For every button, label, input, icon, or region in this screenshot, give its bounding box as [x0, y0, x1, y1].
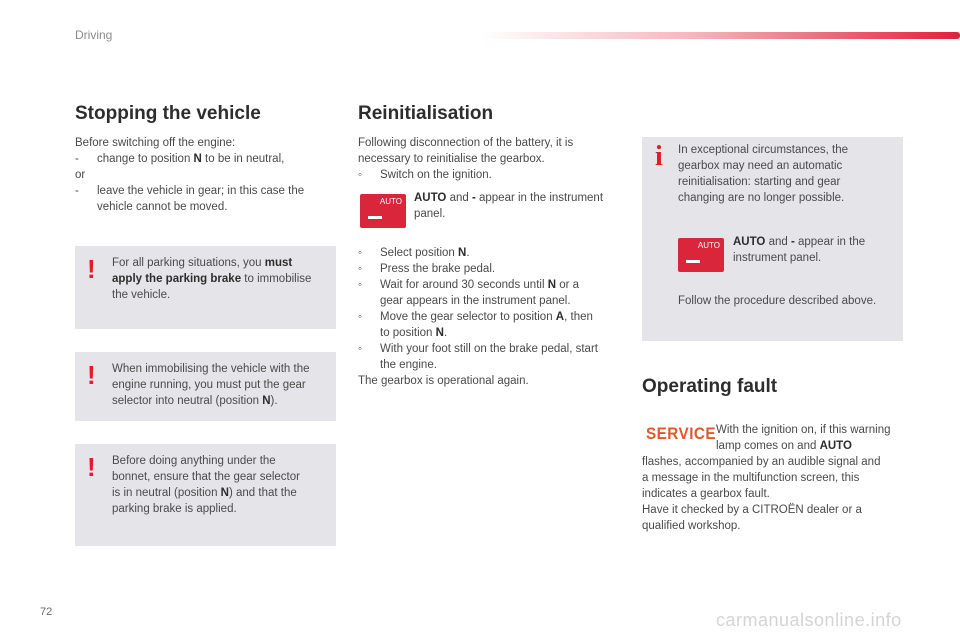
- dash-marker: -: [75, 153, 79, 165]
- stopping-item-1: - change to position N to be in neutral,: [75, 153, 285, 165]
- service-warning-lamp-icon: SERVICE: [646, 424, 717, 443]
- reinit-closing: The gearbox is operational again.: [358, 375, 529, 387]
- stopping-title: Stopping the vehicle: [75, 103, 261, 124]
- reinit-steps: ◦ Select position N. ◦ Press the brake pedal. ◦ Wait for around 30 seconds until N or a gear appears in the instrument panel. ◦ Move the gear selector to position A, then to position N. ◦ With your foot still on the brake pedal, start the engine. The gearbox is operational again.: [358, 245, 623, 389]
- info-icon: i: [655, 141, 663, 172]
- warning-icon: !: [87, 254, 96, 284]
- warning-icon: !: [87, 452, 96, 482]
- stopping-text: [75, 135, 340, 215]
- info-follow-text: Follow the procedure described above.: [678, 295, 877, 307]
- dash-marker: -: [75, 185, 79, 197]
- header-accent-bar: [480, 32, 960, 39]
- warning-box-immobilising: ! When immobilising the vehicle with the engine running, you must put the gear selector into neutral (position N).: [75, 352, 336, 421]
- section-label: Driving: [75, 28, 113, 42]
- watermark: carmanualsonline.info: [716, 610, 902, 630]
- fault-text-right: With the ignition on, if this warning lamp comes on and AUTO: [716, 424, 891, 452]
- arrow-bullet-icon: ◦: [358, 279, 363, 291]
- fault-title: Operating fault: [642, 376, 778, 397]
- reinit-title: Reinitialisation: [358, 103, 494, 124]
- warning-box-bonnet: ! Before doing anything under the bonnet, ensure that the gear selector is in neutral (position N) and that the parking brake is applied.: [75, 444, 336, 546]
- stopping-intro: Before switching off the engine:: [75, 137, 236, 149]
- page-number: 72: [40, 606, 53, 618]
- arrow-bullet-icon: ◦: [358, 169, 363, 181]
- auto-warning-lamp-icon: AUTO: [678, 238, 724, 272]
- arrow-bullet-icon: ◦: [358, 311, 363, 323]
- info-box-exceptional: i In exceptional circumstances, the gearbox may need an automatic reinitialisation: starting and gear changing are no longer possible. AUTO AUTO and - appear in the instrument panel. Follow the procedure described above.: [642, 137, 903, 341]
- arrow-bullet-icon: ◦: [358, 247, 363, 259]
- stopping-or: or: [75, 169, 86, 181]
- warning-icon: !: [87, 360, 96, 390]
- arrow-bullet-icon: ◦: [358, 263, 363, 275]
- reinit-intro: Following disconnection of the battery, it is necessary to reinitialise the gearbox. ◦ Switch on the ignition.: [358, 137, 574, 181]
- reinit-lamp-text: AUTO and - appear in the instrument panel.: [414, 192, 604, 220]
- warning-box-parking: ! For all parking situations, you must apply the parking brake to immobilise the vehicle.: [75, 246, 336, 329]
- fault-text-body: flashes, accompanied by an audible signal and a message in the multifunction screen, this indicates a gearbox fault. Have it checked by a CITROËN dealer or a qualified workshop.: [642, 456, 881, 532]
- auto-warning-lamp-icon: AUTO: [360, 194, 406, 228]
- arrow-bullet-icon: ◦: [358, 343, 363, 355]
- stopping-item-2: - leave the vehicle in gear; in this case the vehicle cannot be moved.: [75, 185, 305, 213]
